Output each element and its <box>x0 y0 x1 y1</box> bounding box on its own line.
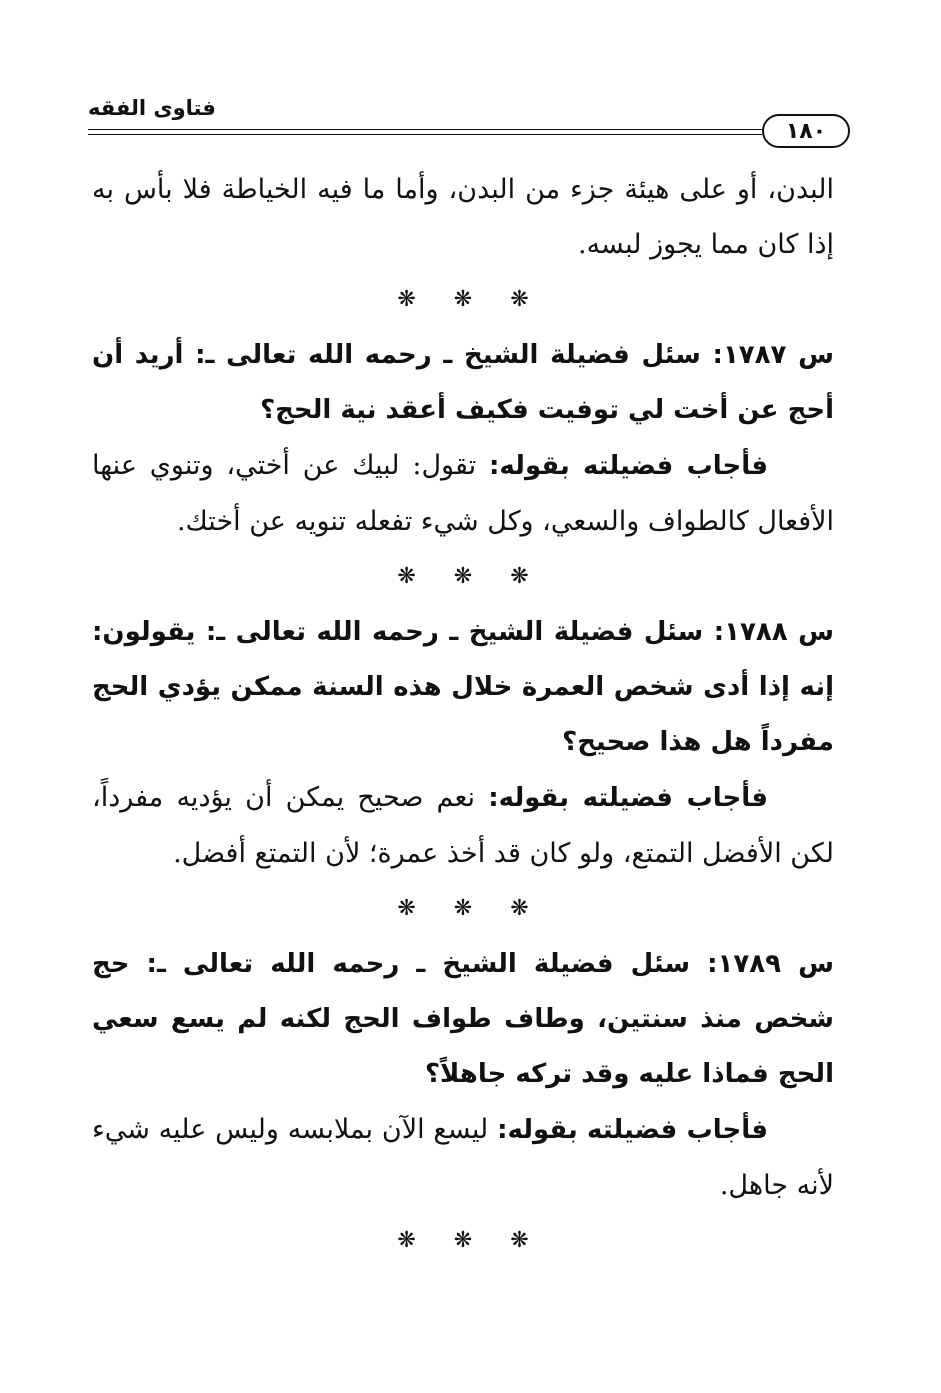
question-1789 <box>92 937 834 1102</box>
question-text: سئل فضيلة الشيخ ـ رحمه الله تعالى ـ: حج شخص منذ سنتين، وطاف طواف الحج لكنه لم يسع سعي الحج فماذا عليه وقد تركه جاهلاً؟ <box>92 949 834 1089</box>
star-ornament-icon: ❋ <box>510 1228 529 1253</box>
star-ornament-icon: ❋ <box>510 896 529 921</box>
star-ornament-icon: ❋ <box>453 896 473 921</box>
answer-lead: فأجاب فضيلته بقوله: <box>497 1115 768 1145</box>
question-1788 <box>92 605 834 770</box>
section-separator <box>92 549 834 605</box>
question-number: س ١٧٨٧: <box>712 340 834 370</box>
answer-text: نعم صحيح يمكن أن يؤديه مفرداً، لكن الأفضل التمتع، ولو كان قد أخذ عمرة؛ لأن التمتع أفضل. <box>92 782 834 869</box>
star-ornament-icon: ❋ <box>397 896 416 921</box>
continuation-paragraph <box>92 162 834 272</box>
question-text: سئل فضيلة الشيخ ـ رحمه الله تعالى ـ: يقولون: إنه إذا أدى شخص العمرة خلال هذه السنة ممكن يؤدي الحج مفرداً هل هذا صحيح؟ <box>92 617 834 757</box>
paragraph-text: البدن، أو على هيئة جزء من البدن، وأما ما فيه الخياطة فلا بأس به إذا كان مما يجوز لبسه. <box>92 174 834 260</box>
section-separator <box>92 272 834 328</box>
star-ornament-icon: ❋ <box>453 287 473 312</box>
star-ornament-icon: ❋ <box>453 1228 473 1253</box>
section-separator <box>92 881 834 937</box>
question-number: س ١٧٨٩: <box>707 949 834 979</box>
star-ornament-icon: ❋ <box>510 564 529 589</box>
answer-lead: فأجاب فضيلته بقوله: <box>489 451 768 481</box>
section-separator <box>92 1213 834 1269</box>
page-number: ١٨٠ <box>762 114 850 148</box>
header-rule <box>88 129 762 135</box>
answer-1789 <box>92 1102 834 1213</box>
star-ornament-icon: ❋ <box>397 564 416 589</box>
answer-text: تقول: لبيك عن أختي، وتنوي عنها الأفعال كالطواف والسعي، وكل شيء تفعله تنويه عن أختك. <box>92 450 834 537</box>
question-number: س ١٧٨٨: <box>713 617 834 647</box>
answer-1787 <box>92 438 834 549</box>
answer-text: ليسع الآن بملابسه وليس عليه شيء لأنه جاهل. <box>92 1114 834 1201</box>
question-1787 <box>92 328 834 438</box>
question-text: سئل فضيلة الشيخ ـ رحمه الله تعالى ـ: أريد أن أحج عن أخت لي توفيت فكيف أعقد نية الحج؟ <box>92 340 834 425</box>
page-header <box>88 96 850 148</box>
running-title: فتاوى الفقه <box>88 96 216 120</box>
star-ornament-icon: ❋ <box>453 564 473 589</box>
page-content <box>92 162 834 1269</box>
answer-1788 <box>92 770 834 881</box>
star-ornament-icon: ❋ <box>397 287 416 312</box>
answer-lead: فأجاب فضيلته بقوله: <box>488 783 768 813</box>
star-ornament-icon: ❋ <box>397 1228 416 1253</box>
star-ornament-icon: ❋ <box>510 287 529 312</box>
